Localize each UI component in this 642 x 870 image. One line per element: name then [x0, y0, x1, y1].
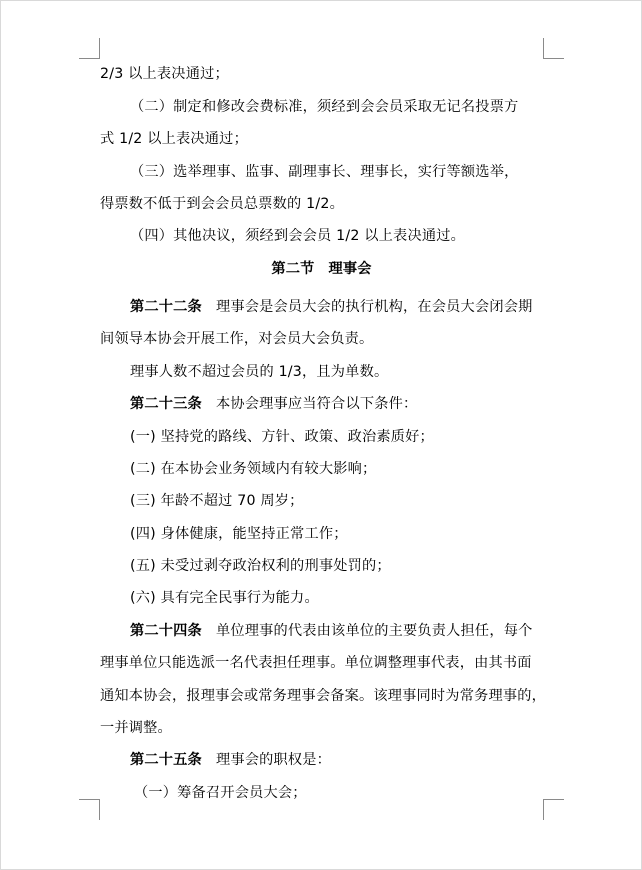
text-line: （三）选举理事、监事、副理事长、理事长，实行等额选举，	[130, 164, 519, 180]
article-text: 理事会是会员大会的执行机构，在会员大会闭会期	[215, 299, 533, 315]
list-item: (一) 坚持党的路线、方针、政策、政治素质好；	[130, 429, 434, 445]
list-item: (二) 在本协会业务领域内有较大影响；	[130, 461, 377, 477]
article-text: 理事会的职权是：	[215, 752, 332, 768]
list-item: (五) 未受过剥夺政治权利的刑事处罚的；	[130, 558, 391, 574]
article-label: 第二十五条	[130, 752, 202, 768]
article-22	[130, 297, 532, 317]
article-label: 第二十四条	[130, 623, 202, 639]
text-line: （二）制定和修改会费标准，须经到会会员采取无记名投票方	[130, 99, 519, 115]
article-25	[130, 750, 331, 770]
list-item: (三) 年龄不超过 70 周岁；	[130, 493, 304, 509]
text-line: 通知本协会，报理事会或常务理事会备案。该理事同时为常务理事的，	[100, 688, 547, 704]
list-item: (六) 具有完全民事行为能力。	[130, 590, 319, 606]
article-24	[130, 621, 532, 641]
article-23	[130, 394, 417, 414]
section-heading	[100, 259, 543, 279]
list-item: (四) 身体健康，能坚持正常工作；	[130, 526, 348, 542]
crop-mark-top-left	[79, 38, 100, 59]
text-line: 得票数不低于到会会员总票数的 1/2。	[100, 196, 344, 212]
text-line: 间领导本协会开展工作，对会员大会负责。	[100, 331, 374, 347]
article-text: 单位理事的代表由该单位的主要负责人担任，每个	[215, 623, 533, 639]
section-title: 理事会	[328, 261, 372, 277]
text-line: 式 1/2 以上表决通过；	[100, 131, 248, 147]
article-label: 第二十二条	[130, 299, 202, 315]
article-text: 本协会理事应当符合以下条件：	[215, 396, 418, 412]
crop-mark-top-right	[543, 38, 564, 59]
text-line: 一并调整。	[100, 720, 172, 736]
list-item: （一）筹备召开会员大会；	[134, 785, 307, 801]
text-line: 理事人数不超过会员的 1/3，且为单数。	[130, 364, 389, 380]
section-number: 第二节	[271, 261, 315, 277]
crop-mark-bottom-right	[543, 799, 564, 820]
crop-mark-bottom-left	[79, 799, 100, 820]
text-line: 理事单位只能选派一名代表担任理事。单位调整理事代表，由其书面	[100, 655, 532, 671]
text-line: （四）其他决议，须经到会会员 1/2 以上表决通过。	[130, 228, 465, 244]
article-label: 第二十三条	[130, 396, 202, 412]
text-line: 2/3 以上表决通过；	[100, 66, 229, 82]
